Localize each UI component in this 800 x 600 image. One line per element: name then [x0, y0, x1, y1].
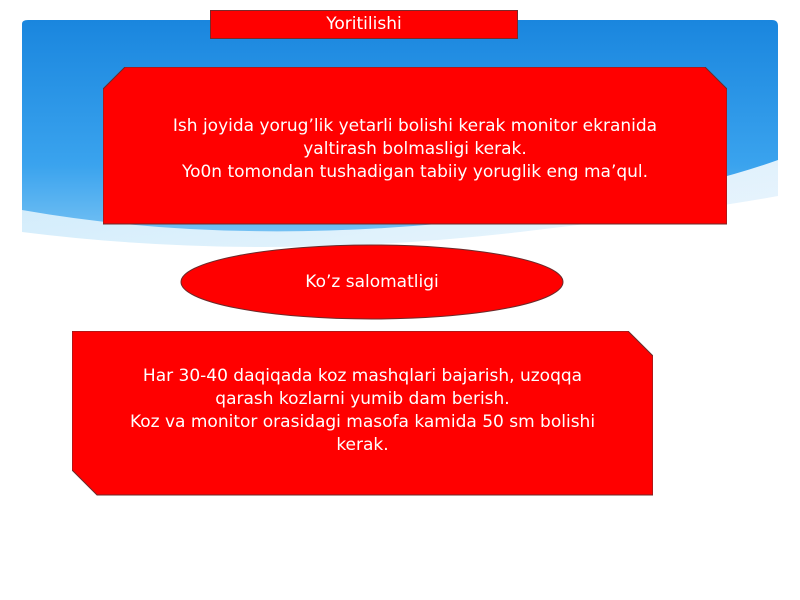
top-box-line-1: Ish joyida yorug’lik yetarli bolishi kerak monitor ekranida	[172, 115, 658, 136]
top-box-line-3: Yo0n tomondan tushadigan tabiiy yoruglik eng ma’qul.	[181, 161, 649, 182]
bottom-box-line-4: kerak.	[336, 434, 389, 455]
bottom-box-text	[72, 331, 653, 496]
bottom-box-line-2: qarash kozlarni yumib dam berish.	[215, 388, 510, 409]
bottom-box-line-3: Koz va monitor orasidagi masofa kamida 50 sm bolishi	[129, 411, 596, 432]
ellipse-label: Ko’z salomatligi	[305, 271, 439, 292]
top-box-text	[103, 67, 727, 225]
slide-title: Yoritilishi	[210, 10, 518, 39]
ellipse-text	[180, 244, 564, 320]
bottom-box-line-1: Har 30-40 daqiqada koz mashqlari bajarish, uzoqqa	[142, 365, 583, 386]
top-box-line-2: yaltirash bolmasligi kerak.	[303, 138, 527, 159]
